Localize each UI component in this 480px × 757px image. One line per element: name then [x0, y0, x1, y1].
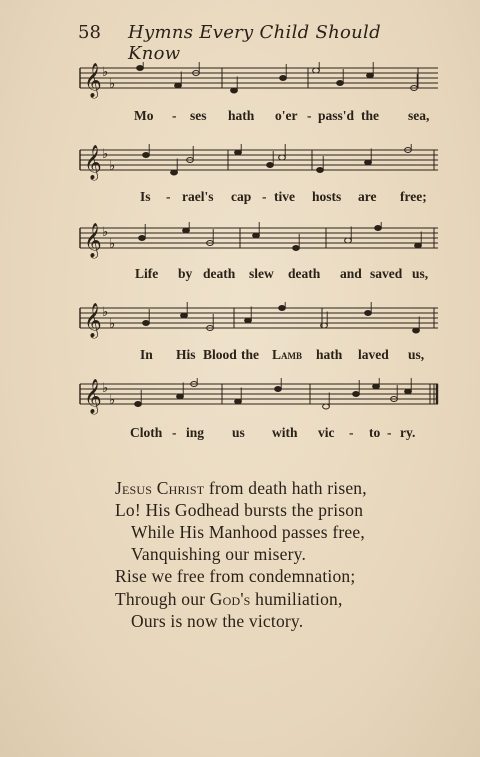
note-head — [373, 384, 380, 389]
music-system-2 — [78, 144, 440, 204]
lyric-syllable: sea, — [408, 108, 430, 123]
music-system-1 — [78, 62, 440, 123]
poem-line — [131, 522, 365, 543]
note-head — [353, 392, 360, 397]
flat-icon: ♭ — [109, 393, 116, 408]
flat-icon: ♭ — [102, 381, 109, 396]
lyric-syllable: ry. — [400, 425, 416, 440]
note-head — [139, 236, 146, 241]
music-staff-5 — [78, 378, 440, 424]
poem-line-text: Ours is now the victory. — [131, 611, 304, 631]
running-title: Hymns Every Child Should Know — [128, 22, 381, 64]
lyric-syllable: tive — [274, 189, 295, 204]
flat-icon: ♭ — [109, 77, 116, 92]
lyrics-line-3 — [78, 266, 440, 284]
lyric-syllable: and — [340, 266, 362, 281]
poem-line-small-caps: God's — [209, 589, 251, 609]
note-head — [405, 389, 412, 394]
flat-icon: ♭ — [109, 237, 116, 252]
lyric-syllable: hath — [316, 347, 343, 362]
lyric-syllable: pass'd — [318, 108, 355, 123]
note-head — [293, 246, 300, 251]
lyrics-line-4 — [78, 347, 440, 365]
lyric-syllable: ses — [190, 108, 207, 123]
lyric-syllable: - — [387, 425, 392, 440]
poem-line-text: Through our — [115, 589, 210, 609]
note-head — [279, 155, 286, 160]
flat-icon: ♭ — [102, 65, 109, 80]
lyric-syllable: Lamb — [272, 347, 303, 362]
lyric-syllable: us — [232, 425, 245, 440]
note-head — [235, 399, 242, 404]
page-header — [78, 22, 408, 64]
note-head — [365, 160, 372, 165]
flat-icon: ♭ — [109, 159, 116, 174]
note-head — [375, 226, 382, 231]
lyric-syllable: Is — [140, 189, 151, 204]
poem-line-small-caps: Jesus Christ — [115, 478, 205, 498]
lyric-syllable: free; — [400, 189, 427, 204]
treble-clef-icon: 𝄞 — [84, 145, 102, 180]
music-system-4 — [78, 302, 440, 362]
music-staff-1 — [78, 62, 440, 104]
note-head — [275, 387, 282, 392]
note-head — [280, 76, 287, 81]
note-head — [175, 83, 182, 88]
lyric-syllable: Blood — [203, 347, 237, 362]
poem-line-text: from death hath risen, — [204, 478, 367, 498]
lyric-syllable: Mo — [134, 108, 154, 123]
poem-line-text: Vanquishing our misery. — [131, 544, 307, 564]
lyric-syllable: by — [178, 266, 193, 281]
poem-line — [131, 544, 306, 565]
note-head — [345, 238, 352, 243]
poem-line — [115, 589, 343, 610]
note-head — [245, 318, 252, 323]
poem-line-text: Rise we free from condemnation; — [115, 566, 356, 586]
lyric-syllable: - — [172, 425, 177, 440]
lyric-syllable: the — [361, 108, 379, 123]
note-head — [365, 311, 372, 316]
lyric-syllable: - — [307, 108, 312, 123]
note-head — [367, 73, 374, 78]
lyric-syllable: hath — [228, 108, 255, 123]
note-head — [171, 170, 178, 175]
lyric-syllable: cap — [231, 189, 252, 204]
lyric-syllable: saved — [370, 266, 403, 281]
poem-line — [115, 500, 363, 521]
lyric-syllable: us, — [412, 266, 429, 281]
note-head — [317, 168, 324, 173]
poem-line-text: While His Manhood passes free, — [131, 522, 365, 542]
note-head — [267, 163, 274, 168]
lyric-syllable: In — [140, 347, 153, 362]
lyric-syllable: Cloth — [130, 425, 163, 440]
note-head — [183, 228, 190, 233]
treble-clef-icon: 𝄞 — [84, 303, 102, 338]
note-head — [279, 306, 286, 311]
lyric-syllable: death — [288, 266, 321, 281]
treble-clef-icon: 𝄞 — [84, 63, 102, 98]
note-head — [143, 153, 150, 158]
poem-line-text: Lo! His Godhead bursts the prison — [115, 500, 364, 520]
treble-clef-icon: 𝄞 — [84, 223, 102, 258]
lyric-syllable: us, — [408, 347, 425, 362]
treble-clef-icon: 𝄞 — [84, 379, 102, 414]
note-head — [231, 88, 238, 93]
lyrics-line-5 — [78, 425, 440, 443]
page-number: 58 — [78, 22, 101, 43]
lyric-syllable: Life — [135, 266, 159, 281]
note-head — [135, 402, 142, 407]
lyric-syllable: to — [369, 425, 381, 440]
music-staff-4 — [78, 302, 440, 344]
poem-line — [131, 611, 303, 632]
lyric-syllable: His — [176, 347, 196, 362]
flat-icon: ♭ — [109, 317, 116, 332]
flat-icon: ♭ — [102, 225, 109, 240]
lyric-syllable: - — [166, 189, 171, 204]
note-head — [181, 313, 188, 318]
poem-line — [115, 478, 367, 499]
lyric-syllable: vic — [318, 425, 335, 440]
poem-line-text: humiliation, — [250, 589, 343, 609]
note-head — [177, 394, 184, 399]
lyric-syllable: are — [358, 189, 377, 204]
note-head — [143, 321, 150, 326]
note-head — [413, 328, 420, 333]
flat-icon: ♭ — [102, 305, 109, 320]
lyrics-line-1 — [78, 108, 440, 126]
lyric-syllable: - — [349, 425, 354, 440]
lyric-syllable: o'er — [275, 108, 298, 123]
music-system-3 — [78, 222, 440, 281]
lyric-syllable: - — [262, 189, 267, 204]
note-head — [415, 243, 422, 248]
note-head — [253, 233, 260, 238]
lyric-syllable: ing — [186, 425, 205, 440]
lyric-syllable: hosts — [312, 189, 342, 204]
note-head — [313, 68, 320, 73]
flat-icon: ♭ — [102, 147, 109, 162]
poem-line — [115, 566, 355, 587]
lyric-syllable: the — [241, 347, 259, 362]
lyric-syllable: laved — [358, 347, 389, 362]
music-staff-3 — [78, 222, 440, 264]
lyric-syllable: death — [203, 266, 236, 281]
lyric-syllable: rael's — [182, 189, 214, 204]
note-head — [323, 404, 330, 409]
note-head — [137, 66, 144, 71]
music-system-5 — [78, 378, 440, 440]
lyrics-line-2 — [78, 189, 440, 207]
note-head — [337, 81, 344, 86]
music-staff-2 — [78, 144, 440, 186]
lyric-syllable: with — [272, 425, 298, 440]
note-head — [235, 150, 242, 155]
lyric-syllable: slew — [249, 266, 274, 281]
lyric-syllable: - — [172, 108, 177, 123]
